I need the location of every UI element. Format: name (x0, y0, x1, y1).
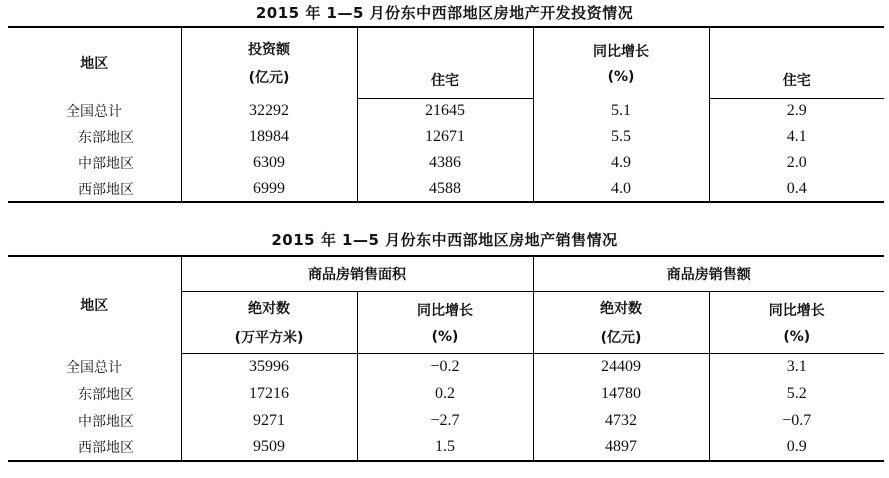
amount-yoy-cell: 3.1 (709, 353, 884, 380)
header-yoy-label: 同比增长 (417, 302, 473, 319)
header-yoy-label: 同比增长 (768, 302, 825, 319)
header-absolute-label: 绝对数 (600, 300, 642, 317)
header-absolute-label: 绝对数 (248, 300, 290, 317)
region-cell: 中部地区 (78, 156, 134, 172)
sales-table (8, 255, 884, 462)
region-cell: 东部地区 (78, 130, 134, 146)
header-yoy (533, 27, 709, 98)
yoy-residential-cell: 2.0 (709, 150, 884, 176)
area-cell: 17216 (181, 380, 357, 407)
table-row (8, 353, 884, 380)
header-region: 地区 (80, 56, 109, 72)
header-investment (181, 27, 357, 98)
header-residential-investment: 住宅 (357, 62, 533, 98)
amount-cell: 24409 (533, 353, 709, 380)
table-row (8, 176, 884, 202)
residential-cell: 21645 (357, 98, 533, 124)
amount-yoy-cell: −0.7 (709, 407, 884, 434)
yoy-cell: 4.0 (533, 176, 709, 202)
area-yoy-cell: −2.7 (357, 407, 533, 434)
area-cell: 35996 (181, 353, 357, 380)
investment-table (8, 26, 884, 203)
header-area-yoy (357, 291, 533, 353)
header-residential-yoy: 住宅 (709, 62, 884, 98)
header-amount-absolute (533, 291, 709, 353)
header-area-group: 商品房销售面积 (181, 256, 533, 291)
amount-yoy-cell: 0.9 (709, 434, 884, 461)
table2-title: 2015 年 1—5 月份东中西部地区房地产销售情况 (271, 231, 618, 249)
header-pct-unit: (%) (431, 328, 459, 345)
residential-cell: 4386 (357, 150, 533, 176)
yoy-cell: 4.9 (533, 150, 709, 176)
table1-title: 2015 年 1—5 月份东中西部地区房地产开发投资情况 (255, 4, 634, 22)
region-cell: 东部地区 (78, 386, 134, 403)
table-row (8, 98, 884, 124)
investment-cell: 6309 (181, 150, 357, 176)
header-blank-a (357, 27, 533, 62)
residential-cell: 12671 (357, 124, 533, 150)
region-cell: 西部地区 (78, 440, 134, 456)
header-amount-yoy (709, 291, 884, 353)
area-cell: 9271 (181, 407, 357, 434)
area-yoy-cell: 1.5 (357, 434, 533, 461)
amount-yoy-cell: 5.2 (709, 380, 884, 407)
header-yoy-label: 同比增长 (593, 44, 649, 60)
amount-cell: 14780 (533, 380, 709, 407)
region-cell: 中部地区 (78, 413, 134, 430)
table-row (8, 124, 884, 150)
region-cell: 西部地区 (78, 181, 134, 198)
region-cell: 全国总计 (66, 359, 122, 376)
header-area-absolute (181, 291, 357, 353)
table-row (8, 434, 884, 461)
amount-cell: 4897 (533, 434, 709, 461)
header-area-unit: (万平方米) (234, 329, 304, 346)
yoy-residential-cell: 4.1 (709, 124, 884, 150)
investment-cell: 18984 (181, 124, 357, 150)
area-yoy-cell: −0.2 (357, 353, 533, 380)
header-region: 地区 (80, 298, 109, 314)
table-row (8, 407, 884, 434)
header-yoy-unit: (%) (607, 69, 635, 85)
header-investment-label: 投资额 (248, 42, 290, 58)
header-investment-unit: (亿元) (248, 70, 290, 86)
table-row (8, 380, 884, 407)
header-pct-unit: (%) (783, 328, 811, 345)
yoy-residential-cell: 0.4 (709, 176, 884, 202)
table-row (8, 150, 884, 176)
header-amount-group: 商品房销售额 (533, 256, 884, 291)
yoy-residential-cell: 2.9 (709, 98, 884, 124)
header-blank-b (709, 27, 884, 62)
residential-cell: 4588 (357, 176, 533, 202)
area-yoy-cell: 0.2 (357, 380, 533, 407)
area-cell: 9509 (181, 434, 357, 461)
header-amount-unit: (亿元) (600, 329, 642, 346)
yoy-cell: 5.5 (533, 124, 709, 150)
investment-cell: 6999 (181, 176, 357, 202)
yoy-cell: 5.1 (533, 98, 709, 124)
investment-cell: 32292 (181, 98, 357, 124)
amount-cell: 4732 (533, 407, 709, 434)
region-cell: 全国总计 (66, 104, 122, 120)
